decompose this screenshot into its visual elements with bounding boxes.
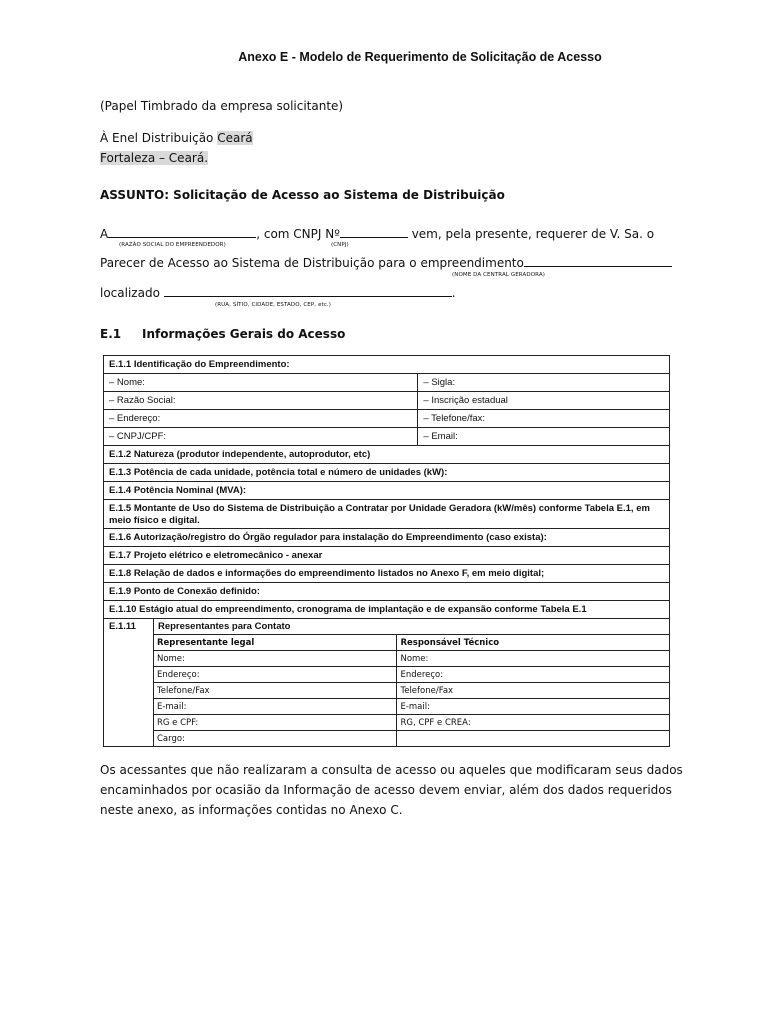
- table-row: [104, 529, 670, 547]
- representatives-table: [154, 634, 669, 746]
- section-number: E.1: [100, 327, 122, 341]
- e16-row[interactable]: E.1.6 Autorização/registro do Órgão regulador para instalação do Empreendimento (caso exista):: [104, 529, 670, 547]
- ident-nome[interactable]: – Nome:: [104, 374, 418, 392]
- razao-social-blank[interactable]: [108, 226, 256, 238]
- hint-localizado: (RUA, SÍTIO, CIDADE, ESTADO, CEP, etc.): [215, 302, 331, 308]
- rep-legal-email[interactable]: E-mail:: [154, 699, 397, 715]
- table-row: [104, 446, 670, 464]
- form-localizado-text: localizado: [100, 286, 160, 300]
- rep-tecnico-email[interactable]: E-mail:: [397, 699, 669, 715]
- table-row: [104, 356, 670, 374]
- closing-paragraph: Os acessantes que não realizaram a consulta de acesso ou aqueles que modificaram seus dados encaminhados por ocasião da Informação de acesso devem enviar, além dos dados requeridos neste anexo, as informações contidas no Anexo C.: [100, 763, 683, 817]
- ident-cnpj-cpf[interactable]: – CNPJ/CPF:: [104, 428, 418, 446]
- form-line-2: [100, 255, 672, 270]
- rep-tecnico-endereco[interactable]: Endereço:: [397, 667, 669, 683]
- ident-email[interactable]: – Email:: [418, 428, 670, 446]
- hint-nome-central: (NOME DA CENTRAL GERADORA): [452, 272, 545, 278]
- table-row: [104, 464, 670, 482]
- ident-razao-social[interactable]: – Razão Social:: [104, 392, 418, 410]
- localizado-blank[interactable]: [164, 285, 452, 297]
- table-row: [104, 500, 670, 529]
- e110-row[interactable]: E.1.10 Estágio atual do empreendimento, cronograma de implantação e de expansão conforme Tabela E.1: [104, 601, 670, 619]
- table-row: [154, 651, 669, 667]
- rep-legal-rg-cpf[interactable]: RG e CPF:: [154, 715, 397, 731]
- recipient-line-2: [100, 151, 208, 165]
- e18-row[interactable]: E.1.8 Relação de dados e informações do empreendimento listados no Anexo F, em meio digital;: [104, 565, 670, 583]
- ident-sigla[interactable]: – Sigla:: [418, 374, 670, 392]
- ident-telefone[interactable]: – Telefone/fax:: [418, 410, 670, 428]
- rep-tecnico-rg-cpf-crea[interactable]: RG, CPF e CREA:: [397, 715, 669, 731]
- table-row: [154, 731, 669, 747]
- e11-heading: E.1.1 Identificação do Empreendimento:: [104, 356, 670, 374]
- form-request-text: vem, pela presente, requerer de V. Sa. o: [407, 227, 655, 241]
- cnpj-blank[interactable]: [340, 226, 408, 238]
- table-row: [154, 635, 669, 651]
- empreendimento-blank[interactable]: [524, 255, 672, 267]
- rep-tecnico-nome[interactable]: Nome:: [397, 651, 669, 667]
- table-row: [104, 583, 670, 601]
- rep-legal-endereco[interactable]: Endereço:: [154, 667, 397, 683]
- table-row: [154, 683, 669, 699]
- rep-legal-nome[interactable]: Nome:: [154, 651, 397, 667]
- rep-legal-header: Representante legal: [154, 635, 397, 651]
- recipient-company: À Enel Distribuição: [100, 131, 218, 145]
- hint-cnpj: (CNPJ): [331, 242, 349, 248]
- recipient-state-highlight: Ceará: [217, 131, 253, 145]
- table-row: [104, 374, 670, 392]
- rep-tecnico-empty[interactable]: [397, 731, 669, 747]
- table-row: [154, 715, 669, 731]
- hint-razao-social: (RAZÃO SOCIAL DO EMPREENDEDOR): [119, 242, 226, 248]
- table-row: [104, 428, 670, 446]
- access-info-table: [103, 355, 670, 747]
- representatives-title: Representantes para Contato: [157, 621, 291, 632]
- form-cnpj-text: , com CNPJ Nº: [256, 227, 340, 241]
- e14-row[interactable]: E.1.4 Potência Nominal (MVA):: [104, 482, 670, 500]
- table-row: [104, 392, 670, 410]
- rep-tecnico-telefone[interactable]: Telefone/Fax: [397, 683, 669, 699]
- form-localizado-end: .: [451, 286, 456, 300]
- form-a-prefix: A: [100, 227, 109, 241]
- table-row: [104, 547, 670, 565]
- form-line-3: [100, 285, 456, 300]
- form-parecer-text: Parecer de Acesso ao Sistema de Distribuição para o empreendimento: [100, 256, 524, 270]
- table-row: [154, 699, 669, 715]
- representatives-cell: [153, 619, 669, 747]
- table-row: [154, 667, 669, 683]
- subject-line: ASSUNTO: Solicitação de Acesso ao Sistema de Distribuição: [100, 188, 505, 202]
- recipient-city: Fortaleza – Ceará.: [100, 151, 209, 165]
- table-row: [104, 601, 670, 619]
- ident-inscricao-estadual[interactable]: – Inscrição estadual: [418, 392, 670, 410]
- document-title: Anexo E - Modelo de Requerimento de Solicitação de Acesso: [238, 50, 602, 64]
- table-row: [104, 482, 670, 500]
- rep-legal-cargo[interactable]: Cargo:: [154, 731, 397, 747]
- e19-row[interactable]: E.1.9 Ponto de Conexão definido:: [104, 583, 670, 601]
- table-row: [104, 619, 670, 747]
- e17-row[interactable]: E.1.7 Projeto elétrico e eletromecânico - anexar: [104, 547, 670, 565]
- table-row: [104, 565, 670, 583]
- table-row: [104, 410, 670, 428]
- recipient-line-1: [100, 131, 253, 145]
- e111-number: E.1.11: [104, 619, 154, 747]
- form-line-1: [100, 226, 654, 241]
- e13-row[interactable]: E.1.3 Potência de cada unidade, potência total e número de unidades (kW):: [104, 464, 670, 482]
- rep-tecnico-header: Responsável Técnico: [397, 635, 669, 651]
- ident-endereco[interactable]: – Endereço:: [104, 410, 418, 428]
- e12-row[interactable]: E.1.2 Natureza (produtor independente, autoprodutor, etc): [104, 446, 670, 464]
- section-title: Informações Gerais do Acesso: [142, 327, 346, 341]
- letterhead-note: (Papel Timbrado da empresa solicitante): [100, 99, 344, 113]
- rep-legal-telefone[interactable]: Telefone/Fax: [154, 683, 397, 699]
- e15-row[interactable]: E.1.5 Montante de Uso do Sistema de Distribuição a Contratar por Unidade Geradora (kW/mês) conforme Tabela E.1, em meio físico e digital.: [104, 500, 670, 529]
